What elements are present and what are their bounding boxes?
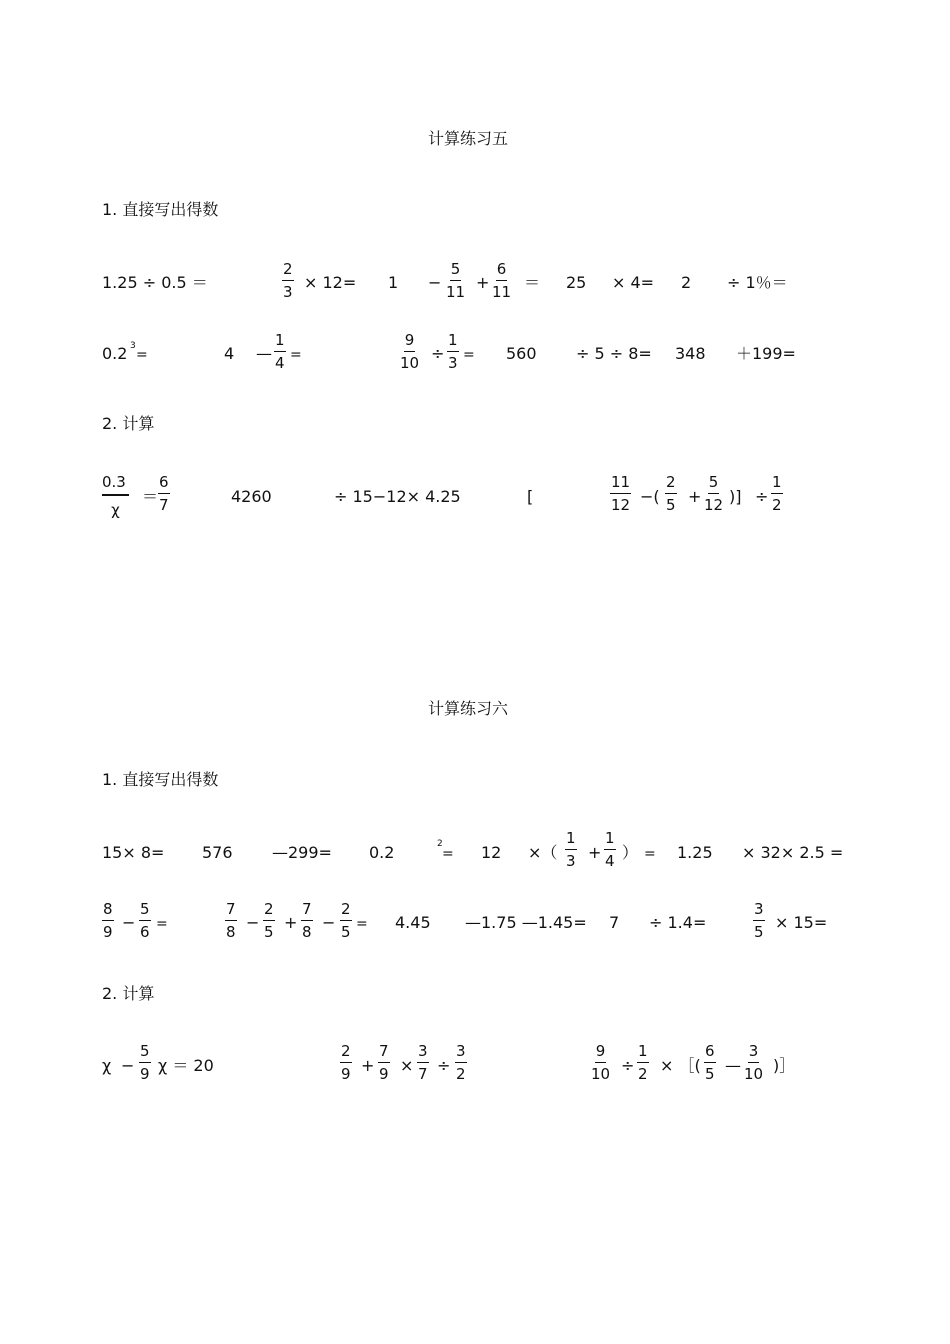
denominator: 2	[638, 1065, 648, 1083]
problem-text: ÷ 5 ÷ 8=	[576, 344, 652, 363]
numerator: 2	[340, 1044, 352, 1063]
fraction	[637, 1044, 649, 1082]
problem-text: 560	[506, 344, 537, 363]
fraction	[744, 1044, 763, 1082]
denominator: 2	[772, 496, 782, 514]
denominator: 3	[566, 852, 576, 870]
denominator: 6	[140, 923, 150, 941]
fraction	[591, 1044, 610, 1082]
problem-text: 12	[481, 843, 502, 862]
numerator: 5	[450, 262, 462, 281]
denominator: 3	[283, 283, 293, 301]
fraction	[565, 831, 577, 869]
problem-text: 0.2	[369, 843, 395, 862]
fraction	[417, 1044, 429, 1082]
problem-text: ＋199=	[736, 344, 796, 363]
denominator: 7	[159, 496, 169, 514]
problem-text: 15× 8=	[102, 843, 165, 862]
operator: =	[463, 347, 475, 363]
denominator: 12	[611, 496, 631, 514]
operator: =	[356, 916, 368, 932]
denominator: 2	[456, 1065, 466, 1083]
exponent: 2	[437, 839, 443, 849]
problem-text: 348	[675, 344, 706, 363]
denominator: 9	[379, 1065, 389, 1083]
denominator: 11	[446, 283, 466, 301]
numerator: 7	[378, 1044, 390, 1063]
denominator: 10	[744, 1065, 764, 1083]
fraction	[400, 333, 419, 371]
problem-text: × 12=	[304, 273, 357, 292]
variable: χ	[102, 1056, 112, 1075]
numerator: 0.3	[102, 475, 129, 496]
fraction	[301, 902, 313, 940]
problem-text: 0.2	[102, 344, 128, 363]
numerator: 1	[447, 333, 459, 352]
denominator: 7	[418, 1065, 428, 1083]
numerator: 2	[263, 902, 275, 921]
operator: ×	[400, 1056, 414, 1075]
numerator: 7	[301, 902, 313, 921]
operator: −	[428, 273, 442, 292]
operator: +	[688, 487, 702, 506]
fraction	[274, 333, 286, 371]
operator: ＝	[524, 273, 541, 292]
problem-text: —299=	[272, 843, 332, 862]
fraction	[704, 475, 723, 513]
fraction	[158, 475, 170, 513]
numerator: 6	[158, 475, 170, 494]
fraction	[704, 1044, 716, 1082]
numerator: 11	[610, 475, 631, 494]
fraction	[447, 333, 459, 371]
denominator: 5	[705, 1065, 715, 1083]
problem-text: 4	[224, 344, 235, 363]
denominator: 8	[302, 923, 312, 941]
operator: ＝	[142, 487, 159, 506]
problem-text: 25	[566, 273, 587, 292]
operator: —	[256, 344, 272, 363]
denominator: 5	[754, 923, 764, 941]
problem-text: 7	[609, 913, 620, 932]
fraction	[263, 902, 275, 940]
section-heading-calc: 2. 计算	[102, 984, 155, 1003]
denominator: 10	[591, 1065, 611, 1083]
denominator: 5	[666, 496, 676, 514]
numerator: 1	[274, 333, 286, 352]
operator: +	[284, 913, 298, 932]
denominator: 3	[448, 354, 458, 372]
numerator: 8	[102, 902, 114, 921]
operator: −(	[640, 487, 660, 506]
fraction	[610, 475, 631, 513]
denominator: 9	[140, 1065, 150, 1083]
problem-text: 576	[202, 843, 233, 862]
problem-text: × 4=	[612, 273, 655, 292]
fraction	[492, 262, 511, 300]
page-title-5: 计算练习五	[428, 129, 509, 148]
fraction	[102, 475, 129, 518]
operator: ×（	[528, 843, 558, 862]
problem-text: ÷ 1.4=	[649, 913, 707, 932]
denominator: 5	[341, 923, 351, 941]
operator: =	[290, 347, 302, 363]
operator: =	[644, 846, 656, 862]
bracket: ）	[622, 843, 639, 862]
denominator: 12	[704, 496, 724, 514]
exponent: 3	[130, 341, 136, 351]
fraction	[446, 262, 465, 300]
numerator: 2	[340, 902, 352, 921]
fraction	[139, 1044, 151, 1082]
operator: −	[122, 913, 136, 932]
fraction	[604, 831, 616, 869]
problem-text: 4260	[231, 487, 272, 506]
numerator: 5	[139, 1044, 151, 1063]
problem-text: 1.25 ÷ 0.5 ＝	[102, 273, 208, 292]
fraction	[455, 1044, 467, 1082]
denominator: 4	[275, 354, 285, 372]
numerator: 1	[771, 475, 783, 494]
denominator: 9	[103, 923, 113, 941]
bracket: )］	[773, 1056, 796, 1075]
problem-text: ÷ 15−12× 4.25	[334, 487, 461, 506]
problem-text: 1.25	[677, 843, 713, 862]
problem-text: —1.75 —1.45=	[465, 913, 587, 932]
problem-text: 1	[388, 273, 399, 292]
fraction	[282, 262, 294, 300]
numerator: 1	[604, 831, 616, 850]
problem-text: × 15=	[775, 913, 828, 932]
numerator: 3	[753, 902, 765, 921]
numerator: 1	[565, 831, 577, 850]
fraction	[378, 1044, 390, 1082]
numerator: 6	[704, 1044, 716, 1063]
numerator: 3	[748, 1044, 760, 1063]
denominator: χ	[111, 501, 120, 519]
operator: =	[156, 916, 168, 932]
problem-text: ÷ 1％＝	[727, 273, 788, 292]
numerator: 5	[708, 475, 720, 494]
fraction	[340, 902, 352, 940]
denominator: 5	[264, 923, 274, 941]
fraction	[102, 902, 114, 940]
operator: +	[588, 843, 602, 862]
operator: +	[476, 273, 490, 292]
numerator: 6	[496, 262, 508, 281]
bracket: )]	[729, 487, 742, 506]
fraction	[665, 475, 677, 513]
problem-text: 4.45	[395, 913, 431, 932]
numerator: 7	[225, 902, 237, 921]
problem-text: × 32× 2.5 =	[742, 843, 844, 862]
operator: =	[136, 347, 148, 363]
numerator: 2	[282, 262, 294, 281]
numerator: 2	[665, 475, 677, 494]
numerator: 9	[404, 333, 416, 352]
problem-text: χ ＝ 20	[158, 1056, 214, 1075]
fraction	[139, 902, 151, 940]
operator: −	[121, 1056, 135, 1075]
numerator: 3	[455, 1044, 467, 1063]
section-heading-direct: 1. 直接写出得数	[102, 770, 219, 789]
fraction	[771, 475, 783, 513]
operator: ÷	[437, 1056, 451, 1075]
operator: ÷	[621, 1056, 635, 1075]
operator: ÷	[755, 487, 769, 506]
denominator: 10	[400, 354, 420, 372]
operator: × ［(	[660, 1056, 701, 1075]
problem-text: 2	[681, 273, 692, 292]
operator: +	[361, 1056, 375, 1075]
denominator: 9	[341, 1065, 351, 1083]
denominator: 11	[492, 283, 512, 301]
operator: —	[725, 1056, 741, 1075]
fraction	[340, 1044, 352, 1082]
operator: −	[246, 913, 260, 932]
section-heading-calc: 2. 计算	[102, 414, 155, 433]
denominator: 4	[605, 852, 615, 870]
numerator: 3	[417, 1044, 429, 1063]
numerator: 1	[637, 1044, 649, 1063]
denominator: 8	[226, 923, 236, 941]
bracket: [	[527, 487, 534, 506]
numerator: 5	[139, 902, 151, 921]
operator: =	[442, 846, 454, 862]
fraction	[225, 902, 237, 940]
operator: −	[322, 913, 336, 932]
operator: ÷	[431, 344, 445, 363]
page-title-6: 计算练习六	[428, 699, 509, 718]
numerator: 9	[595, 1044, 607, 1063]
fraction	[753, 902, 765, 940]
section-heading-direct: 1. 直接写出得数	[102, 200, 219, 219]
